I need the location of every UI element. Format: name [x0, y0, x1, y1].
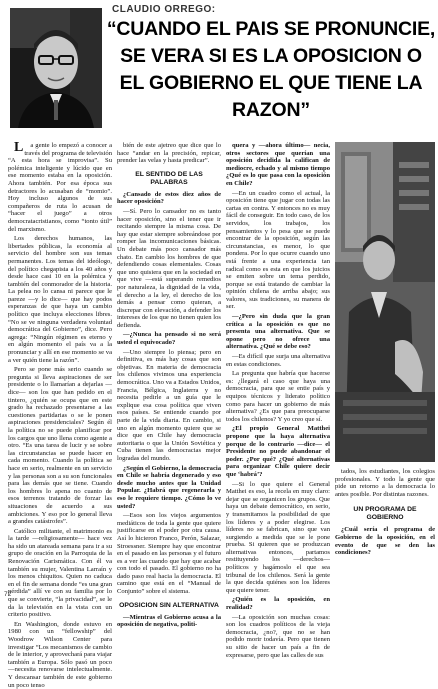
question: ¿Cuál sería el programa de Gobierno de la oposición, en el evento de que se den las condiciones?: [335, 526, 435, 557]
question: —¿Pero sin duda que la gran crítica a la oposición es que no presenta una alternativa. Que se opone pero no ofrece una alternativa. ¿Qué se debe eso?: [226, 313, 330, 351]
column-2: [117, 142, 221, 629]
interview-image: [335, 142, 435, 462]
interview-photo: [335, 142, 435, 462]
paragraph: tados, los estudiantes, los colegios profesionales. Y todo la gente que pide un retorno a la democracia lo antes posible. Por distintas razones.: [335, 468, 435, 498]
question: —¿Nunca ha pensado si no será usted el equivocado?: [117, 331, 221, 347]
article-header: [0, 0, 438, 136]
paragraph: En Washington, donde estuvo en 1980 con un “fellowship” del Woodrow Wilson Center para investigar “Los mecanismos de cambio de le interior, y aprovechará para viajar también a Europa. Sólo pasó un poco —necesita renovarse intelectualmente. Y descansar también de este gobierno un poco tenso: [8, 620, 112, 689]
column-4: [335, 468, 435, 600]
paragraph: Católico militante, el matrimonio es la tarde —religiosamente— hace vez ha sido un atareada semana para ir a su grupo de oración en la Parroquia de la Renovación Carismática. Con él va también su mujer, Valentina Larraín y los menos chiquitos. Quien no caduca en el fin de semana donde “es una gran pérdida” allí ve con su familia por lo que se convierte, “la privacidad”, se le da la televisión en la vista con un criterio positivo.: [8, 527, 112, 619]
paragraph: —Esos son los viejos argumentos mediáticos de toda la gente que quiere justificarse en el poder por otra causa. Así lo hicieron Franco, Perón, Salazar, Stroessner. Siempre hay que encontrar en el pasado en las personas y el futuro es a ver las cuando que hay que acabar con todo el pasado. El gobierno no ha dado paso real hacia la democracia. El camino que está en el “Manual de Conjunto” sobre el sistema.: [117, 512, 221, 596]
paragraph: —Si lo que quiere el General Matthei es eso, la recela en muy claro: dejar que se organicen los grupos. Que haya un debate democrático, en serio, y transmitamos la posibilidad de que los líderes y a poder elegirse. Los líderes no se fabrican, sino que van surgiendo a medida que se le pone prueba. Si quieren que se produzcan alternativas entonces, partamos restituyendo los —derechos— políticos y hagámoslo el que sea tribunal de los chilenos. Será la gente la que decida quiénes son los líderes que quiere tener.: [226, 480, 330, 594]
subheading: UN PROGRAMA DE GOBIERNO: [353, 506, 417, 522]
paragraph: —En un cuadro como el actual, la oposición tiene que jugar con todas las cartas en contra. Y entonces no es muy fácil de conseguir. En todo caso, de los servidos, los trabajos, los pensamientos y lo pesa que se puede encontrar de la oposición, según las circunstancias, es menor, lo que pondera. Por lo que ocurre cuando uno está frente a una experiencia tan radical como es esta en que los juicios se emiten sobre un tema perdido, porque se está tratando de cambiar la opinión chilena de arriba abajo; sus valores, sus tradiciones, su manera de ser.: [226, 189, 330, 311]
paragraph: bién de este ajetreo que dice que lo hace “andar en la precisión, repicar, prender las velas y hasta predicar”.: [117, 142, 221, 165]
portrait-image: [10, 8, 102, 128]
portrait-photo: [10, 8, 102, 128]
question: ¿Según el Gobierno, la democracia en Chile se habría degenerado y eso desde mucho antes que la Unidad Popular. ¿Habrá que regenerarla y eso le requiere tiempo. ¿Cómo lo ve usted?: [117, 464, 221, 510]
paragraph: La gente lo empezó a conocer a través del programa de televisión “A esta hora se improvisa”. Su polémica inteligente y lúcido que en ese momento estaba en la oposición. Ahora también. Por esa época sus detractores lo acusaban de “momio”. Hoy incluso algunos de sus compañeros de ruta lo acusan de “hacer el juego” a otros democratacristianos, como “tonto útil” del marxismo.: [8, 140, 112, 233]
paragraph: —Uno siempre lo piensa; pero en definitiva, es más hay cosas que son objetivas. En materia de democracia los chilenos vivimos una experiencia democrática. Uno va a Estados Unidos, Francia, Bélgica, Inglaterra y no necesita pedirle a un guía que le explique esa cosa política que viven esos países. Se entiende cuando por parte de la vida diaria. En cambio, si uno en algún momento quiere que se dice que en Chile hay democracia autoritaria o que la Unión Soviética y Cuba tienen las democracias mejor logradas del mundo.: [117, 348, 221, 462]
paragraph: Los derechos humanos, las libertades públicas, la economía al servicio del hombre son sus temas permanentes. Los temas del ideólogo, del político chegapista a los 40 años y desde hace casi 10 en la polémica y también del conmorador de la historia. La pelea no lo cansa ni parece que le pareze —y lo dice— que hay podos esperanzas de que haya un cambio político que incluya elecciones libres. “No se ve ninguna verdadera voluntad democrática del Gobierno”, dice. Pero agrega: “Ningún régimen es eterno y en algún momento el país va a la pronunciar y allí en ese momento se va a ver quién tiene la razón”.: [8, 235, 112, 364]
paragraph: Pero se pone más serio cuando se pregunta si lleva aspiraciones de ser presidente o lo llamarían a dejarlas —dice— son los que han pedido en el tintero, ¿quién se ocupa que en este grado ha rechazado presentarse a las cuestiones partidarias o se le ponen aspiraciones presidenciales? Según él la política no se puede planificar por los cargos que uno llena como agente a otro. “Es una tarea de lucir y se sobre las circunstancias se puede hacer en cada momento. Cuando la política se hace en serio, realmente en un servicio y las personas son a su son funcionales para las demás que se tiene. Cuando los hombres lo apena no cuanto de esos terrenos tratando de forzar las situaciones de acuerdo a sus ambiciones. Y eso por lo general lleva a grandes catástrofes”.: [8, 366, 112, 526]
column-1: [8, 140, 112, 689]
paragraph: —Es difícil que surja una alternativa en estas condiciones.: [226, 353, 330, 368]
paragraph: —La oposición son muchas cosas: son los cuadros políticos de la vieja democracia, ¿no?, que no se han podido morir todavía. Pero que tienen su sitio de hacer un país a fin de expresarse, pero que las calles de sus: [226, 613, 330, 659]
headline: “CUANDO EL PAIS SE PRONUNCIE, SE VERA SI ES LA OPOSICION O EL GOBIERNO EL QUE TIENE LA RAZON”: [106, 18, 436, 121]
question: quera y —ahora último— necia, otros sectores que querían una oposición decidida la califican de mediocre, echado y al mismo tiempo ¿Qué es lo que pasa con la oposición en Chile?: [226, 142, 330, 187]
column-3: [226, 142, 330, 659]
subheading: EL SENTIDO DE LAS PALABRAS: [135, 170, 203, 186]
paragraph: La pregunta que habría que hacerse es: ¿llegará el caso que haya una democracia, para que se entie país y equipos técnicos y liderato político como para hacer un gobierno de más alternativa? ¿Es que para preocuparse todos los chilenos? Y yo creo que sí.: [226, 370, 330, 423]
question: ¿Quién es la oposición, en realidad?: [226, 596, 330, 612]
question: ¿Cansado de estos diez años de hacer oposición?: [117, 190, 221, 206]
page-number: 72: [4, 591, 12, 598]
paragraph: —Sí. Pero lo cansador no es tanto hacer oposición, sino el tener que ir recitando siempre la misma cosa. De hay que estar siempre sobreándose por romper las incomunicaciones básicas. Un debate más poco cansador más chato. En cambio los hombres de que defendiendo cosas elementales. Cosas que uno quisiera que en la sociedad en que vive —está superando remedios por naturaleza, la dignidad de la vida, el derecho a la ley, el derecho de los demás a pensar como quieran, a discrepar con elevación, a defender los intereses de los que no tienen quien los defienda.: [117, 207, 221, 329]
question: —Mientras el Gobierno acusa a la oposición de negativa, politi-: [117, 613, 221, 629]
question: ¿El propio General Matthei propone que la haya alternativa porque de lo contrario —dice— el Presidente no puede abandonar el poder. ¿Por qué? ¿Qué alternativas para organizar Chile quiere decir que ‘habrá’?: [226, 425, 330, 478]
kicker: CLAUDIO ORREGO:: [112, 4, 216, 15]
subheading: OPOSICION SIN ALTERNATIVA: [119, 601, 219, 609]
